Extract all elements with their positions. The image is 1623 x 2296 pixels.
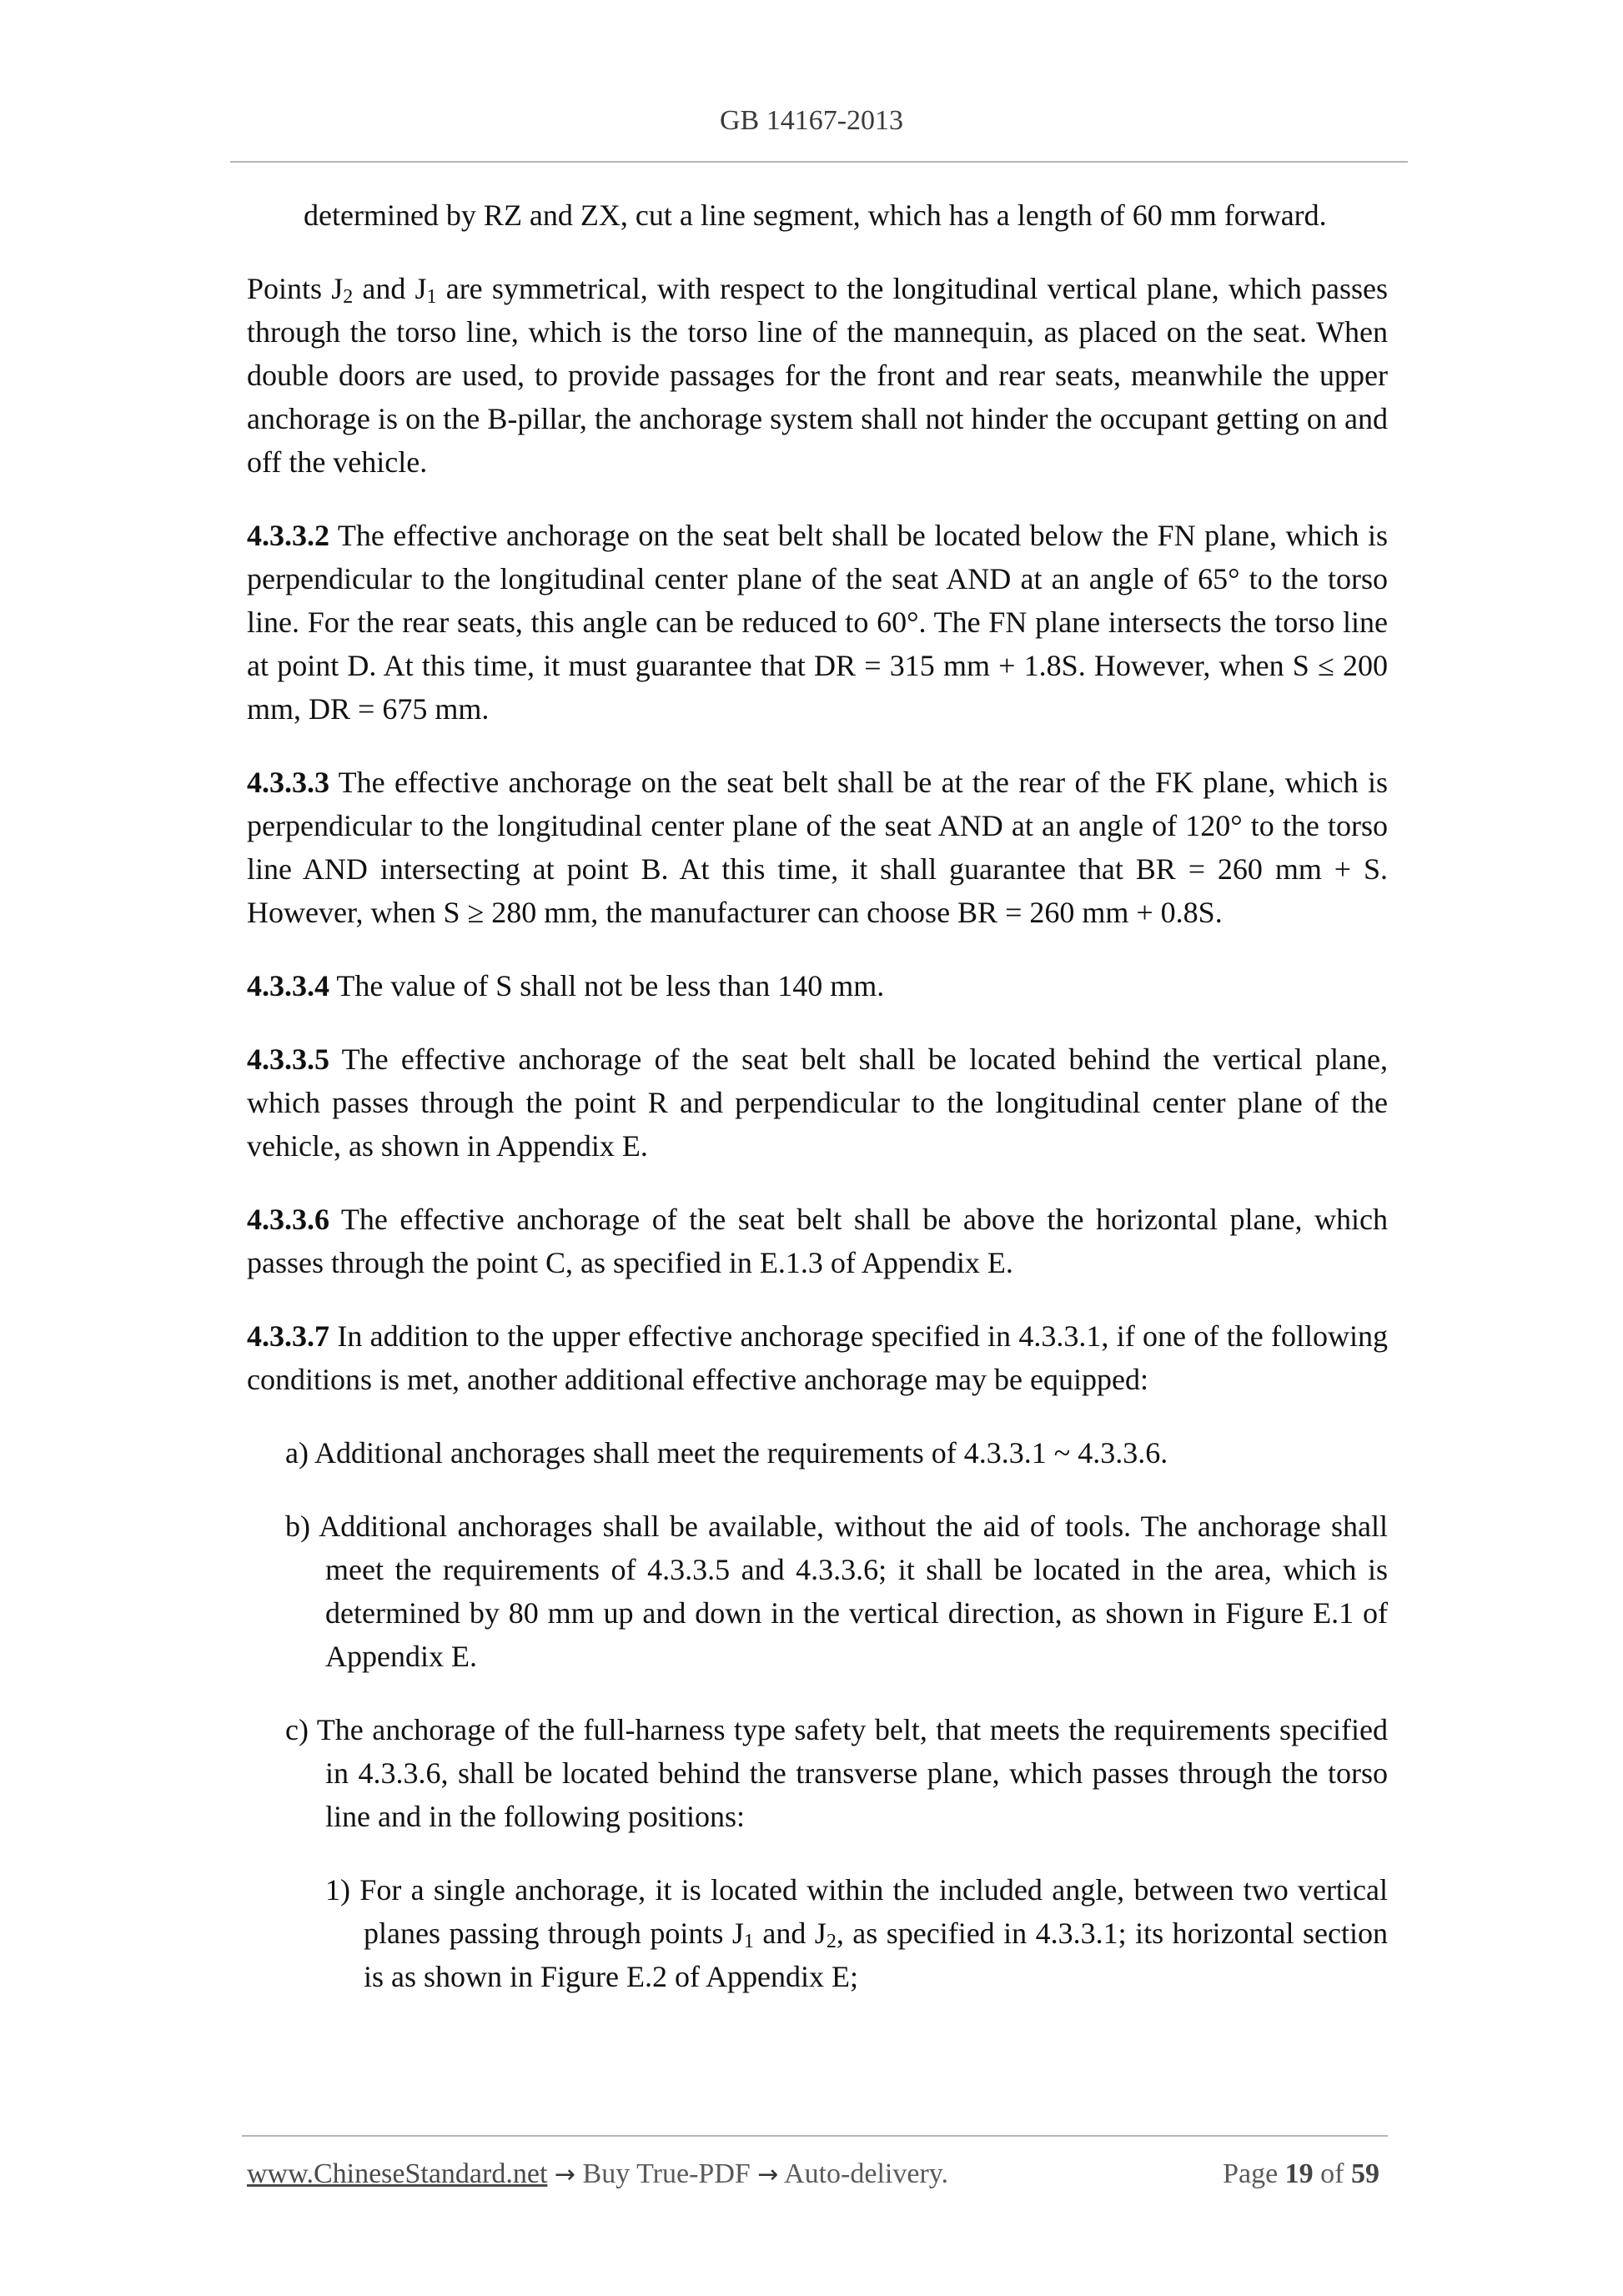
clause-number: 4.3.3.7: [247, 1319, 329, 1353]
total-pages: 59: [1351, 2158, 1379, 2189]
clause-number: 4.3.3.4: [247, 969, 329, 1002]
clause-text: In addition to the upper effective anchorage specified in 4.3.3.1, if one of the following conditions is met, another additional effective anchorage may be equipped:: [247, 1319, 1388, 1396]
paragraph-points-j: [247, 267, 1388, 484]
page-indicator: [1223, 2158, 1379, 2190]
clause-text: The effective anchorage of the seat belt shall be located behind the vertical plane, which passes through the point R and perpendicular to the longitudinal center plane of the vehicle, as shown in Appendix E.: [247, 1042, 1388, 1163]
header-divider: [230, 161, 1408, 163]
text-run: and J: [753, 1917, 827, 1950]
clause-4-3-3-7: [247, 1314, 1388, 1401]
subscript: 1: [743, 1931, 754, 1952]
clause-4-3-3-3: [247, 761, 1388, 934]
arrow-right-icon: →: [757, 2160, 779, 2189]
text-run: Points J: [247, 272, 344, 305]
clause-text: The effective anchorage on the seat belt shall be located below the FN plane, which is perpendicular to the longitudinal center plane of the seat AND at an angle of 65° to the torso line. For the rear seats, this angle can be reduced to 60°. The FN plane intersects the torso line at point D. At this time, it must guarantee that DR = 315 mm + 1.8S. However, when S ≤ 200 mm, DR = 675 mm.: [247, 519, 1388, 726]
site-link[interactable]: www.ChineseStandard.net: [247, 2158, 548, 2189]
text-run: 1) For a single anchorage, it is located within the included angle, between two vertical planes passing through points J: [325, 1873, 1388, 1950]
page-number: 19: [1284, 2158, 1314, 2189]
clause-text: The value of S shall not be less than 140 mm.: [329, 969, 885, 1002]
list-item-b: b) Additional anchorages shall be available, without the aid of tools. The anchorage shall meet the requirements of 4.3.3.5 and 4.3.3.6; it shall be located in the area, which is determined by 80 mm up and down in the vertical direction, as shown in Figure E.1 of Appendix E.: [285, 1510, 1388, 1673]
clause-4-3-3-4: [247, 964, 1388, 1007]
sub-list-item-1: [247, 1868, 1388, 1998]
list-item-a: a) Additional anchorages shall meet the requirements of 4.3.3.1 ~ 4.3.3.6.: [285, 1436, 1168, 1470]
of-label: of: [1320, 2158, 1344, 2189]
text-run: and J: [353, 272, 427, 305]
clause-number: 4.3.3.5: [247, 1042, 329, 1076]
subscript: 2: [343, 286, 354, 308]
arrow-right-icon: →: [554, 2160, 576, 2189]
clause-4-3-3-5: [247, 1037, 1388, 1168]
clause-4-3-3-2: [247, 514, 1388, 731]
subscript: 1: [426, 286, 437, 308]
clause-text: The effective anchorage of the seat belt shall be above the horizontal plane, which passes through the point C, as specified in E.1.3 of Appendix E.: [247, 1203, 1388, 1279]
footer-divider: [242, 2135, 1388, 2137]
clause-number: 4.3.3.2: [247, 519, 329, 552]
clause-text: The effective anchorage on the seat belt shall be at the rear of the FK plane, which is perpendicular to the longitudinal center plane of the seat AND at an angle of 120° to the torso line AND intersecting at point B. At this time, it shall guarantee that BR = 260 mm + S. However, when S ≥ 280 mm, the manufacturer can choose BR = 260 mm + 0.8S.: [247, 766, 1388, 929]
continued-paragraph: determined by RZ and ZX, cut a line segment, which has a length of 60 mm forward.: [304, 198, 1327, 232]
document-body: [247, 193, 1388, 2028]
page-footer: [247, 2158, 1388, 2190]
text-run: , as specified in 4.3.3.1; its horizontal section is as shown in Figure E.2 of Appendix E;: [364, 1917, 1388, 1993]
buy-pdf-text: Buy True-PDF: [582, 2158, 751, 2189]
delivery-text: Auto-delivery.: [784, 2158, 949, 2189]
list-item-c: c) The anchorage of the full-harness type safety belt, that meets the requirements specified in 4.3.3.6, shall be located behind the transverse plane, which passes through the torso line and in the following positions:: [285, 1713, 1388, 1833]
clause-number: 4.3.3.3: [247, 766, 329, 799]
text-run: are symmetrical, with respect to the longitudinal vertical plane, which passes through the torso line, which is the torso line of the mannequin, as placed on the seat. When double doors are used, to provide passages for the front and rear seats, meanwhile the upper anchorage is on the B-pillar, the anchorage system shall not hinder the occupant getting on and off the vehicle.: [247, 272, 1389, 479]
document-header: GB 14167-2013: [719, 105, 904, 136]
page-label: Page: [1223, 2158, 1279, 2189]
subscript: 2: [826, 1931, 837, 1952]
clause-4-3-3-6: [247, 1198, 1388, 1284]
clause-number: 4.3.3.6: [247, 1203, 329, 1236]
